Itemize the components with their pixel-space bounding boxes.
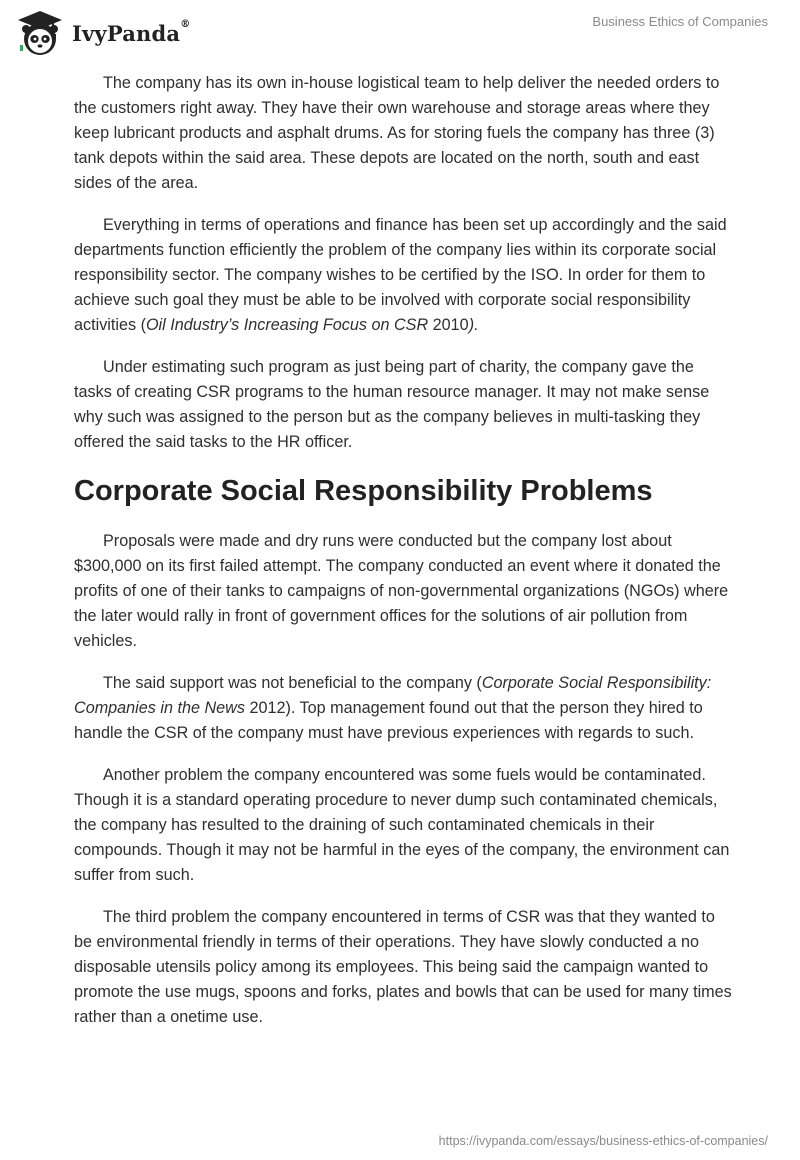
paragraph: Another problem the company encountered was some fuels would be contaminated. Though it is a standard operating procedure to never dump such contaminated chemicals, the company has resulted to the draining of such contaminated chemicals in their compounds. Though it may not be harmful in the eyes of the company, the environment can suffer from such. [74, 766, 730, 884]
citation: Corporate Social Responsibility: Companies in the News [74, 674, 712, 717]
brand-logo[interactable] [14, 6, 190, 60]
paragraph: The company has its own in-house logistical team to help deliver the needed orders to the customers right away. They have their own warehouse and storage areas where they keep lubricant products and asphalt drums. As for storing fuels the company has three (3) tank depots within the said area. These depots are located on the north, south and east sides of the area. [74, 74, 720, 192]
panda-graduate-icon [14, 9, 66, 57]
document-title: Business Ethics of Companies [592, 14, 768, 29]
essay-content [74, 71, 734, 1047]
brand-name: IvyPanda® [72, 18, 191, 46]
paragraph: The third problem the company encountered in terms of CSR was that they wanted to be environmental friendly in terms of their operations. They have slowly conducted a no disposable utensils policy among its employees. This being said the campaign wanted to promote the use mugs, spoons and forks, plates and bowls that can be used for many times rather than a onetime use. [74, 908, 732, 1026]
paragraph: The said support was not beneficial to the company (Corporate Social Responsibility: Companies in the News 2012). Top management found out that the person they hired to handle the CSR of the company must have previous experiences with regards to such. [74, 674, 712, 742]
section-heading: Corporate Social Responsibility Problems [74, 475, 653, 507]
paragraph: Under estimating such program as just being part of charity, the company gave the tasks of creating CSR programs to the human resource manager. It may not make sense why such was assigned to the person but as the company believes in multi-tasking they offered the said tasks to the HR officer. [74, 358, 710, 451]
paragraph: Everything in terms of operations and finance has been set up accordingly and the said departments function efficiently the problem of the company lies within its corporate social responsibility sector. The company wishes to be certified by the ISO. In order for them to achieve such goal they must be able to be involved with corporate social responsibility activities (Oil Industry’s Increasing Focus on CSR 2010). [74, 216, 727, 334]
citation: Oil Industry’s Increasing Focus on CSR [145, 316, 429, 334]
source-url-link[interactable]: https://ivypanda.com/essays/business-ethics-of-companies/ [438, 1134, 768, 1148]
paragraph: Proposals were made and dry runs were conducted but the company lost about $300,000 on its first failed attempt. The company conducted an event where it donated the profits of one of their tanks to campaigns of non-governmental organizations (NGOs) where the later would rally in front of government offices for the solutions of air pollution from vehicles. [74, 532, 729, 650]
